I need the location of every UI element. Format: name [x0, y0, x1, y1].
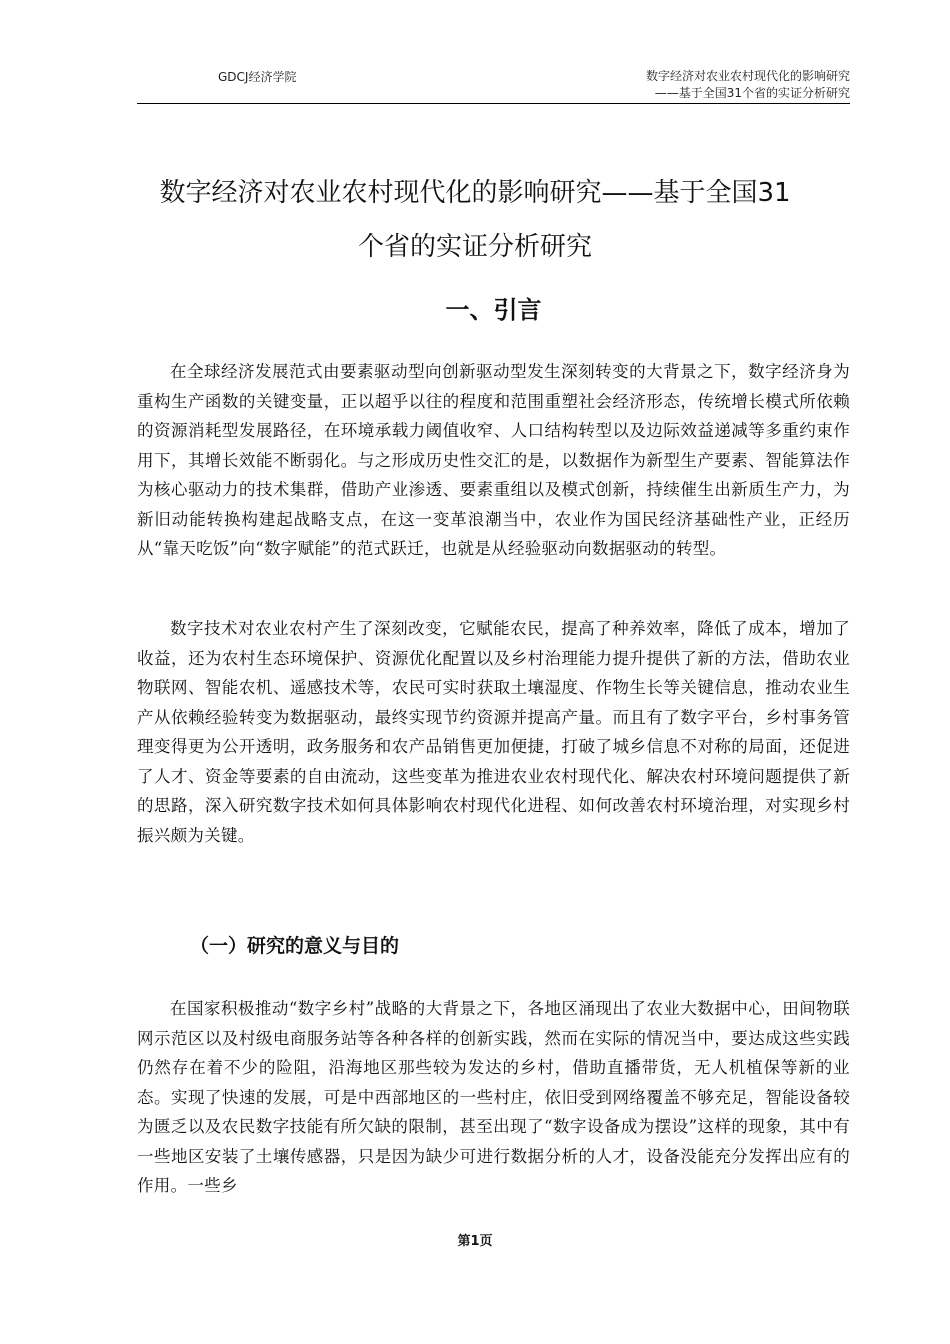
section-heading-introduction: 一、引言: [445, 296, 542, 324]
body-paragraph: 在国家积极推动“数字乡村”战略的大背景之下，各地区涌现出了农业大数据中心，田间物联网示范区以及村级电商服务站等各种各样的创新实践，然而在实际的情况当中，要达成这些实践仍然存在着不少的险阻，沿海地区那些较为发达的乡村，借助直播带货，无人机植保等新的业态。实现了快速的发展，可是中西部地区的一些村庄，依旧受到网络覆盖不够充足，智能设备较为匮乏以及农民数字技能有所欠缺的限制，甚至出现了“数字设备成为摆设”这样的现象，其中有一些地区安装了土壤传感器，只是因为缺少可进行数据分析的人才，设备没能充分发挥出应有的作用。一些乡: [137, 999, 850, 1195]
body-paragraph: 数字技术对农业农村产生了深刻改变，它赋能农民，提高了种养效率，降低了成本，增加了收益，还为农村生态环境保护、资源优化配置以及乡村治理能力提升提供了新的方法，借助农业物联网、智能农机、遥感技术等，农民可实时获取土壤湿度、作物生长等关键信息，推动农业生产从依赖经验转变为数据驱动，最终实现节约资源并提高产量。而且有了数字平台，乡村事务管理变得更为公开透明，政务服务和农产品销售更加便捷，打破了城乡信息不对称的局面，还促进了人才、资金等要素的自由流动，这些变革为推进农业农村现代化、解决农村环境问题提供了新的思路，深入研究数字技术如何具体影响农村现代化进程、如何改善农村环境治理，对实现乡村振兴颇为关键。: [137, 619, 850, 845]
paper-title-line1: 数字经济对农业农村现代化的影响研究——基于全国31: [159, 178, 791, 208]
header-running-title: [646, 68, 850, 102]
subsection-heading: （一）研究的意义与目的: [190, 935, 400, 957]
header-running-title-line1: 数字经济对农业农村现代化的影响研究: [645, 69, 850, 83]
header-institution: GDCJ经济学院: [218, 70, 297, 84]
header-running-title-line2: ——基于全国31个省的实证分析研究: [654, 86, 850, 100]
body-paragraph: 在全球经济发展范式由要素驱动型向创新驱动型发生深刻转变的大背景之下，数字经济身为重构生产函数的关键变量，正以超乎以往的程度和范围重塑社会经济形态，传统增长模式所依赖的资源消耗型发展路径，在环境承载力阈值收窄、人口结构转型以及边际效益递减等多重约束作用下，其增长效能不断弱化。与之形成历史性交汇的是，以数据作为新型生产要素、智能算法作为核心驱动力的技术集群，借助产业渗透、要素重组以及模式创新，持续催生出新质生产力，为新旧动能转换构建起战略支点，在这一变革浪潮当中，农业作为国民经济基础性产业，正经历从“靠天吃饭”向“数字赋能”的范式跃迁，也就是从经验驱动向数据驱动的转型。: [137, 362, 850, 558]
paper-title: [120, 166, 830, 274]
page-number: 第1页: [457, 1234, 493, 1249]
header-divider: [137, 103, 850, 104]
paper-title-line2: 个省的实证分析研究: [357, 232, 592, 262]
